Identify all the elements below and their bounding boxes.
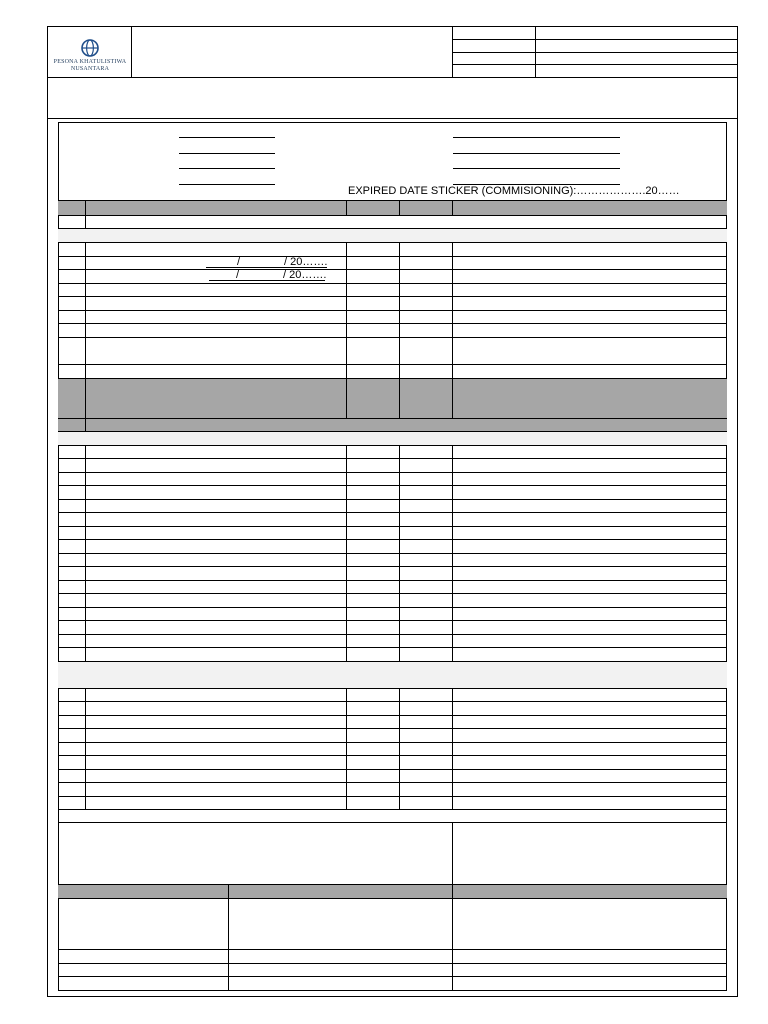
date-year: / 20……. [283,269,327,281]
blank-field[interactable] [453,168,620,169]
logo-wordmark [50,59,130,73]
globe-logo-icon [80,38,100,58]
blank-field[interactable] [453,153,620,154]
date-slash: / [237,256,241,268]
date-slash: / [236,269,240,281]
blank-field[interactable] [453,137,620,138]
logo-line-1: PESONA KHATULISTIWA [53,59,127,65]
form-box [58,122,727,991]
blank-field[interactable] [179,184,275,185]
expired-date-sticker-label: EXPIRED DATE STICKER (COMMISIONING):……………….20…… [348,185,680,197]
signature-box[interactable] [452,898,727,949]
table-header-row [58,378,727,418]
signature-box[interactable] [58,898,228,949]
section-band [58,431,727,445]
section-band [58,661,727,688]
signature-header-row [58,884,727,898]
table-header-row [58,418,727,431]
signature-box[interactable] [228,898,452,949]
logo-line-2: NUSANTARA [70,66,110,72]
date-year: / 20……. [284,256,328,268]
table-header-row [58,201,727,215]
blank-field[interactable] [179,168,275,169]
blank-field[interactable] [179,153,275,154]
section-band [58,229,727,242]
blank-field[interactable] [179,137,275,138]
